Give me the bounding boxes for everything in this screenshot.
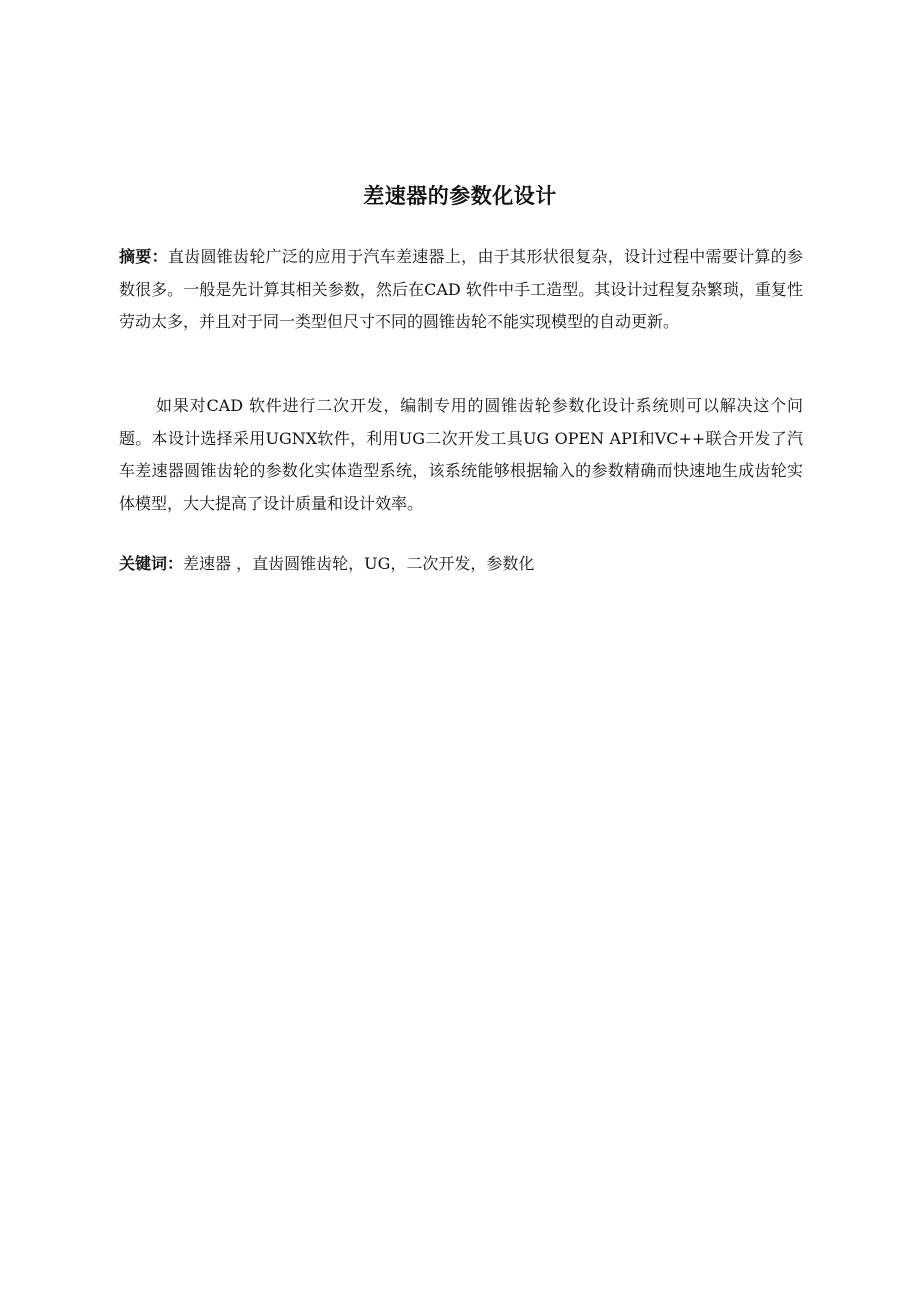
keywords-text: 差速器 ，直齿圆锥齿轮，UG，二次开发，参数化 <box>183 554 535 573</box>
body-paragraph: 如果对CAD 软件进行二次开发，编制专用的圆锥齿轮参数化设计系统则可以解决这个问题。本设计选择采用UGNX软件，利用UG二次开发工具UG OPEN API和VC++联合开发了汽车差速器圆锥齿轮的参数化实体造型系统，该系统能够根据输入的参数精确而快速地生成齿轮实体模型，大大提高了设计质量和设计效率。 <box>119 396 803 513</box>
abstract-paragraph <box>119 241 803 339</box>
keywords-line <box>119 548 803 581</box>
keywords-label: 关键词： <box>119 554 184 573</box>
document-title: 差速器的参数化设计 <box>363 184 557 208</box>
abstract-text: 直齿圆锥齿轮广泛的应用于汽车差速器上，由于其形状很复杂，设计过程中需要计算的参数很多。一般是先计算其相关参数，然后在CAD 软件中手工造型。其设计过程复杂繁琐，重复性劳动太多，并且对于同一类型但尺寸不同的圆锥齿轮不能实现模型的自动更新。 <box>119 247 803 331</box>
abstract-label: 摘要： <box>119 247 168 266</box>
